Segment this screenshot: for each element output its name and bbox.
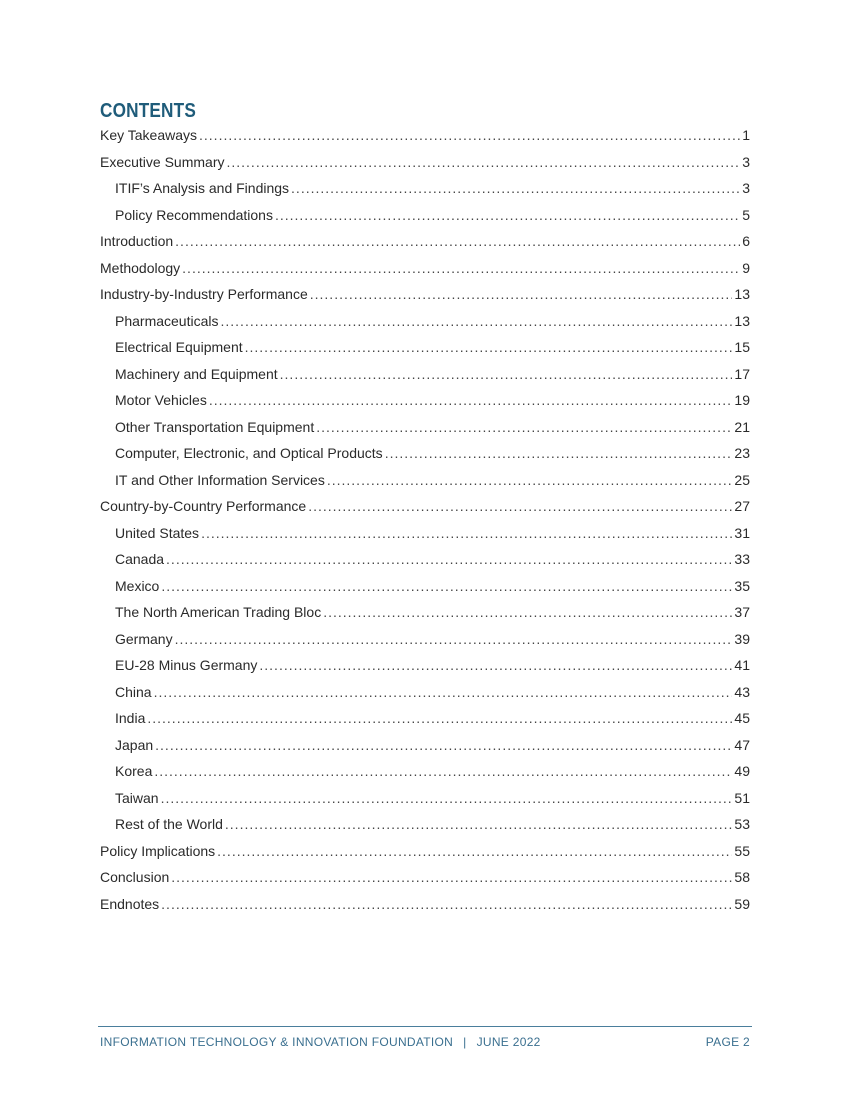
toc-entry-page: 55 [734, 842, 750, 859]
dot-leader [175, 626, 733, 653]
toc-entry[interactable] [100, 732, 750, 759]
toc-entry-page: 15 [734, 339, 750, 355]
toc-entry-label: Taiwan [115, 789, 159, 806]
toc-entry-label: Endnotes [100, 895, 160, 912]
toc-entry-label: The North American Trading Bloc [115, 604, 322, 620]
toc-entry-label: Conclusion [100, 869, 170, 885]
toc-entry-label: China [115, 683, 152, 700]
dot-leader [217, 838, 732, 865]
toc-entry[interactable] [100, 811, 750, 838]
toc-entry-label: Country-by-Country Performance [100, 498, 307, 514]
dot-leader [275, 202, 740, 229]
toc-entry-page: 9 [742, 259, 750, 276]
toc-entry-page: 25 [734, 471, 750, 488]
dot-leader [316, 414, 732, 441]
toc-entry-page: 13 [734, 312, 750, 329]
toc-entry[interactable] [100, 838, 750, 865]
toc-entry[interactable] [100, 546, 750, 573]
toc-title: CONTENTS [100, 100, 196, 122]
dot-leader [161, 573, 732, 600]
dot-leader [225, 811, 733, 838]
dot-leader [182, 255, 740, 282]
toc-entry-label: Policy Recommendations [115, 206, 273, 223]
toc-entry-page: 59 [734, 895, 750, 912]
dot-leader [291, 175, 740, 202]
dot-leader [385, 440, 733, 467]
toc-entry[interactable] [100, 864, 750, 891]
dot-leader [155, 732, 732, 759]
dot-leader [161, 891, 732, 918]
toc-entry-label: IT and Other Information Services [115, 471, 325, 488]
toc-entry-label: United States [115, 524, 200, 541]
footer-left [100, 1035, 541, 1049]
toc-entry-label: Key Takeaways [100, 127, 198, 143]
toc-entry[interactable] [100, 520, 750, 547]
toc-entry-label: Pharmaceuticals [115, 312, 219, 329]
toc-entry-page: 51 [734, 789, 750, 806]
toc-entry[interactable] [100, 891, 750, 918]
dot-leader [175, 228, 740, 255]
toc-entry-page: 45 [734, 710, 750, 726]
dot-leader [323, 599, 732, 626]
toc-entry-label: Industry-by-Industry Performance [100, 286, 308, 302]
toc-entry-page: 43 [734, 683, 750, 700]
dot-leader [147, 705, 732, 732]
toc-entry[interactable] [100, 414, 750, 441]
dot-leader [209, 387, 733, 414]
toc-entry-page: 49 [734, 763, 750, 779]
toc-entry-label: Electrical Equipment [115, 339, 243, 355]
toc-entry[interactable] [100, 705, 750, 732]
toc-entry-page: 31 [734, 524, 750, 541]
dot-leader [280, 361, 733, 388]
footer-separator: | [463, 1035, 467, 1049]
toc-entry[interactable] [100, 758, 750, 785]
toc-entry-page: 3 [742, 180, 750, 196]
toc-entry-label: Rest of the World [115, 816, 223, 832]
toc-entry-label: EU-28 Minus Germany [115, 657, 258, 673]
toc-entry-page: 27 [734, 498, 750, 514]
dot-leader [161, 785, 733, 812]
toc-entry-page: 13 [734, 286, 750, 302]
toc-entry-page: 6 [742, 233, 750, 249]
toc-entry-label: Germany [115, 630, 173, 647]
dot-leader [154, 679, 733, 706]
toc-entry-label: Korea [115, 763, 153, 779]
toc-entry-page: 1 [742, 127, 750, 143]
toc-entry-page: 41 [734, 657, 750, 673]
footer-page-number: PAGE 2 [705, 1035, 750, 1049]
footer-organization: INFORMATION TECHNOLOGY & INNOVATION FOUNDATION [100, 1035, 454, 1049]
toc-entry[interactable] [100, 679, 750, 706]
dot-leader [226, 149, 740, 176]
toc-entry[interactable] [100, 785, 750, 812]
dot-leader [259, 652, 732, 679]
toc-list [100, 122, 750, 917]
toc-entry-label: Motor Vehicles [115, 392, 207, 408]
toc-entry-label: Canada [115, 551, 165, 567]
toc-entry[interactable] [100, 149, 750, 176]
toc-entry-label: Japan [115, 736, 154, 753]
toc-entry-page: 19 [734, 392, 750, 408]
toc-entry[interactable] [100, 626, 750, 653]
toc-entry[interactable] [100, 440, 750, 467]
dot-leader [327, 467, 733, 494]
footer-divider [98, 1026, 752, 1027]
toc-entry-page: 39 [734, 630, 750, 647]
toc-entry-label: Machinery and Equipment [115, 365, 278, 382]
toc-entry-page: 35 [734, 577, 750, 594]
toc-entry-label: India [115, 710, 146, 726]
toc-entry-page: 17 [734, 365, 750, 382]
toc-entry-page: 3 [742, 153, 750, 170]
toc-entry-label: Executive Summary [100, 153, 225, 170]
toc-entry-page: 47 [734, 736, 750, 753]
dot-leader [154, 758, 732, 785]
toc-entry-label: Introduction [100, 233, 174, 249]
toc-entry[interactable] [100, 308, 750, 335]
dot-leader [171, 864, 732, 891]
dot-leader [245, 334, 733, 361]
toc-entry[interactable] [100, 334, 750, 361]
dot-leader [199, 122, 740, 149]
footer-date: JUNE 2022 [476, 1035, 541, 1049]
toc-entry-page: 58 [734, 869, 750, 885]
toc-entry[interactable] [100, 387, 750, 414]
toc-entry-page: 23 [734, 445, 750, 461]
toc-entry[interactable] [100, 202, 750, 229]
toc-entry[interactable] [100, 228, 750, 255]
toc-entry[interactable] [100, 361, 750, 388]
toc-entry-page: 5 [742, 206, 750, 223]
toc-entry[interactable] [100, 493, 750, 520]
toc-entry[interactable] [100, 467, 750, 494]
toc-entry[interactable] [100, 281, 750, 308]
toc-entry-page: 37 [734, 604, 750, 620]
toc-entry[interactable] [100, 573, 750, 600]
toc-entry-label: Other Transportation Equipment [115, 418, 315, 435]
toc-entry[interactable] [100, 175, 750, 202]
page-footer [100, 1035, 750, 1049]
toc-entry-label: Policy Implications [100, 842, 216, 859]
toc-entry[interactable] [100, 599, 750, 626]
toc-entry-page: 53 [734, 816, 750, 832]
toc-entry-label: ITIF’s Analysis and Findings [115, 180, 290, 196]
toc-entry-label: Computer, Electronic, and Optical Products [115, 445, 383, 461]
dot-leader [310, 281, 733, 308]
toc-entry-label: Methodology [100, 259, 181, 276]
dot-leader [201, 520, 732, 547]
dot-leader [221, 308, 733, 335]
toc-entry-page: 33 [734, 551, 750, 567]
dot-leader [166, 546, 732, 573]
toc-entry-page: 21 [734, 418, 750, 435]
toc-entry-label: Mexico [115, 577, 160, 594]
toc-entry[interactable] [100, 652, 750, 679]
dot-leader [308, 493, 732, 520]
toc-entry[interactable] [100, 122, 750, 149]
toc-entry[interactable] [100, 255, 750, 282]
